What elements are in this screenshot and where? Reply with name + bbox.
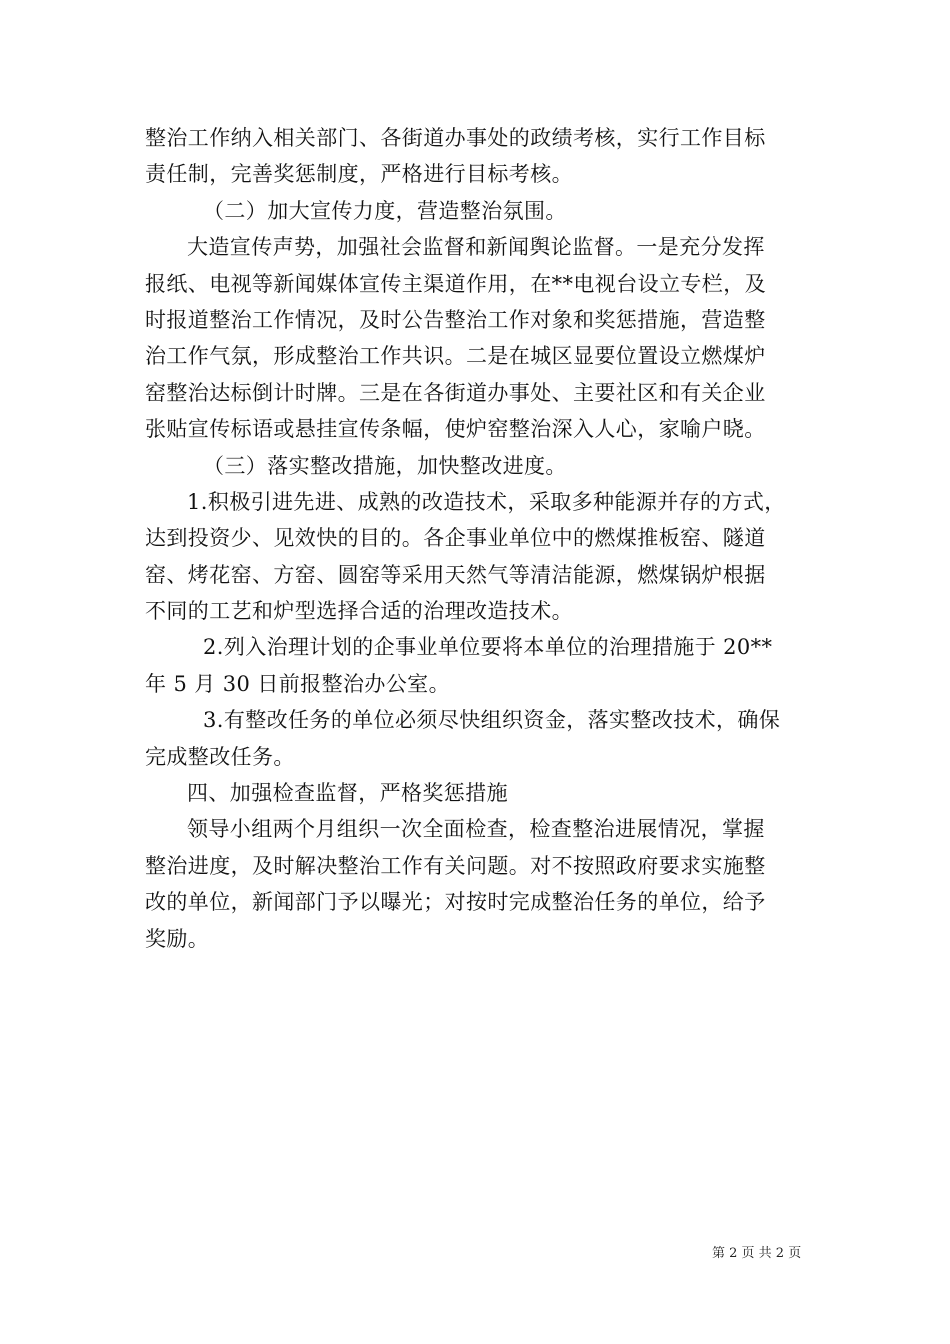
text-line: 责任制，完善奖惩制度，严格进行目标考核。 <box>145 162 573 187</box>
document-body <box>145 120 810 957</box>
section-heading: （三）落实整改措施，加快整改进度。 <box>203 453 567 478</box>
text-line: 达到投资少、见效快的目的。各企事业单位中的燃煤推板窑、隧道 <box>145 526 766 551</box>
text-line: 张贴宣传标语或悬挂宣传条幅，使炉窑整治深入人心，家喻户晓。 <box>145 417 766 442</box>
page-number: 第 2 页 共 2 页 <box>712 1246 802 1261</box>
text-line: 报纸、电视等新闻媒体宣传主渠道作用，在**电视台设立专栏，及 <box>145 271 766 296</box>
text-line: 奖励。 <box>145 926 210 951</box>
text-line: 年 5 月 30 日前报整治办公室。 <box>145 671 450 696</box>
section-heading: （二）加大宣传力度，营造整治氛围。 <box>203 198 567 223</box>
text-line: 窑、烤花窑、方窑、圆窑等采用天然气等清洁能源，燃煤锅炉根据 <box>145 562 766 587</box>
text-line: 窑整治达标倒计时牌。三是在各街道办事处、主要社区和有关企业 <box>145 380 766 405</box>
section-heading: 四、加强检查监督，严格奖惩措施 <box>187 781 508 806</box>
text-line: 改的单位，新闻部门予以曝光；对按时完成整治任务的单位，给予 <box>145 890 766 915</box>
text-line: 2.列入治理计划的企事业单位要将本单位的治理措施于 20** <box>203 635 773 660</box>
text-line: 整治工作纳入相关部门、各街道办事处的政绩考核，实行工作目标 <box>145 126 766 150</box>
text-line: 整治进度，及时解决整治工作有关问题。对不按照政府要求实施整 <box>145 853 766 878</box>
text-line: 1.积极引进先进、成熟的改造技术，采取多种能源并存的方式， <box>187 489 786 514</box>
text-line: 领导小组两个月组织一次全面检查，检查整治进展情况，掌握 <box>187 817 765 842</box>
text-line: 时报道整治工作情况，及时公告整治工作对象和奖惩措施，营造整 <box>145 307 766 332</box>
text-line: 大造宣传声势，加强社会监督和新闻舆论监督。一是充分发挥 <box>187 235 765 260</box>
text-line: 不同的工艺和炉型选择合适的治理改造技术。 <box>145 599 573 624</box>
text-line: 治工作气氛，形成整治工作共识。二是在城区显要位置设立燃煤炉 <box>145 344 766 369</box>
text-line: 3.有整改任务的单位必须尽快组织资金，落实整改技术，确保 <box>203 708 781 733</box>
text-line: 完成整改任务。 <box>145 744 295 769</box>
